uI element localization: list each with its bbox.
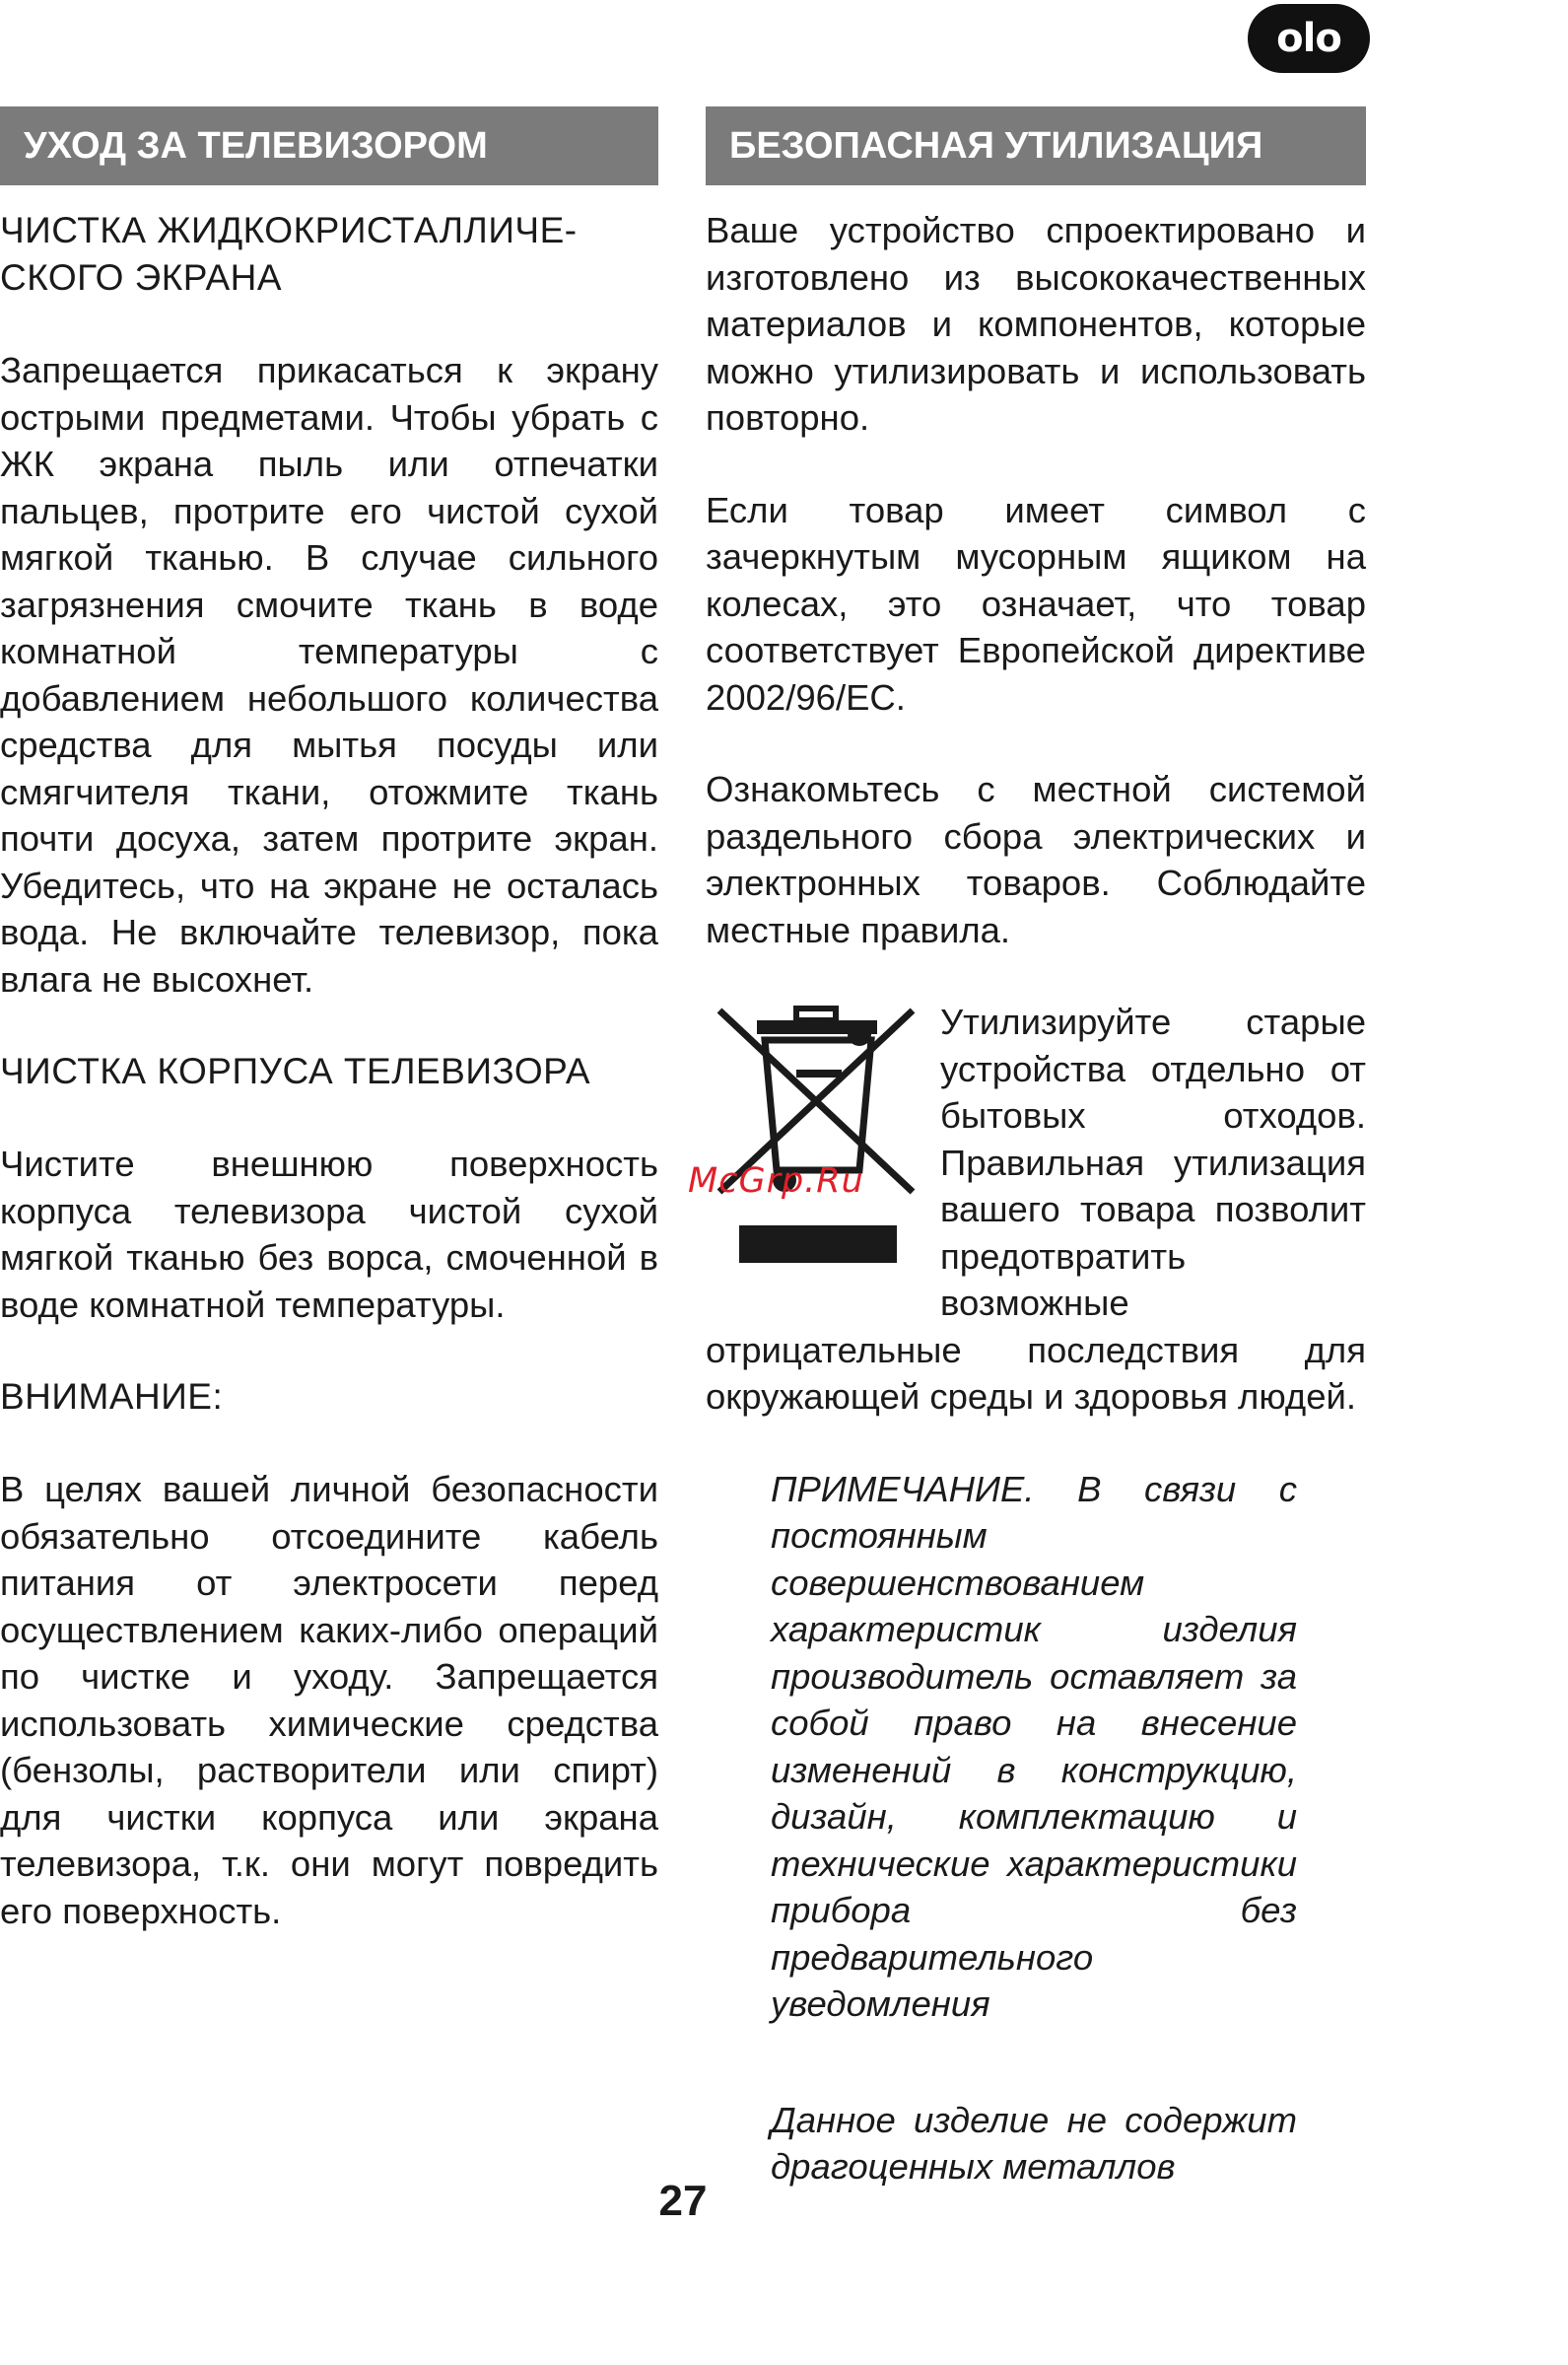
brand-logo [1248,4,1370,73]
page-number: 27 [658,2177,708,2225]
warning-text: В целях вашей личной безопасности обязательно отсоедините кабель питания от электросети перед осуществлением каких-либо операций по чистке и уходу. Запрещается использовать химические средства (бензолы, растворители или спирт) для чистки корпуса или экрана телевизора, т.к. они могут повредить его поверхность. [0,1469,658,1931]
left-section-header [0,106,658,185]
crossed-bin-graphic [706,1003,930,1298]
screen-cleaning-title: ЧИСТКА ЖИДКОКРИСТАЛЛИЧЕ-СКОГО ЭКРАНА [0,210,578,298]
precious-metals-note: Данное изделие не содержит драгоценных металлов [771,2099,1297,2187]
warning-title: ВНИМАНИЕ: [0,1376,224,1417]
left-header-title: УХОД ЗА ТЕЛЕВИЗОРОМ [24,124,488,167]
disposal-text: Утилизируйте старые устройства отдельно от бытовых отходов. Правильная утилизация вашего товара позволит предотвратить возможные отрицательные последствия для окружающей среды и здоровья людей. [706,1002,1366,1417]
materials-text: Ваше устройство спроектировано и изготовлено из высококачественных материалов и компонентов, которые можно утилизировать и использовать повторно. [706,210,1366,438]
note-block [771,1466,1297,2191]
disposal-block [688,999,1366,1421]
right-header-title: БЕЗОПАСНАЯ УТИЛИЗАЦИЯ [729,124,1263,167]
case-cleaning-title: ЧИСТКА КОРПУСА ТЕЛЕВИЗОРА [0,1051,591,1091]
right-column [688,106,1366,2260]
right-section-header [706,106,1366,185]
manufacturer-note: ПРИМЕЧАНИЕ. В связи с постоянным совершенствованием характеристик изделия производитель оставляет за собой право на внесение изменений в конструкцию, дизайн, комплектацию и технические характеристики прибора без предварительного уведомления [771,1468,1297,2024]
screen-cleaning-text: Запрещается прикасаться к экрану острыми предметами. Чтобы убрать с ЖК экрана пыль или отпечатки пальцев, протрите его чистой сухой мягкой тканью. В случае сильного загрязнения смочите ткань в воде комнатной температуры с добавлением небольшого количества средства для мытья посуды или смягчителя ткани, отожмите ткань почти досуха, затем протрите экран. Убедитесь, что на экране не осталась вода. Не включайте телевизор, пока влага не высохнет. [0,350,658,1000]
watermark-text: McGrp.Ru [688,1161,864,1201]
local-rules-text: Ознакомьтесь с местной системой раздельного сбора электрических и электронных товаров. Соблюдайте местные правила. [706,769,1366,950]
brand-logo-text: olo [1276,16,1341,61]
left-column [0,106,658,1980]
crossed-bin-icon [688,1003,930,1298]
case-cleaning-text: Чистите внешнюю поверхность корпуса телевизора чистой сухой мягкой тканью без ворса, смоченной в воде комнатной температуры. [0,1144,658,1325]
directive-text: Если товар имеет символ с зачеркнутым мусорным ящиком на колесах, это означает, что товар соответствует Европейской директиве 2002/96/EC. [706,489,1366,718]
